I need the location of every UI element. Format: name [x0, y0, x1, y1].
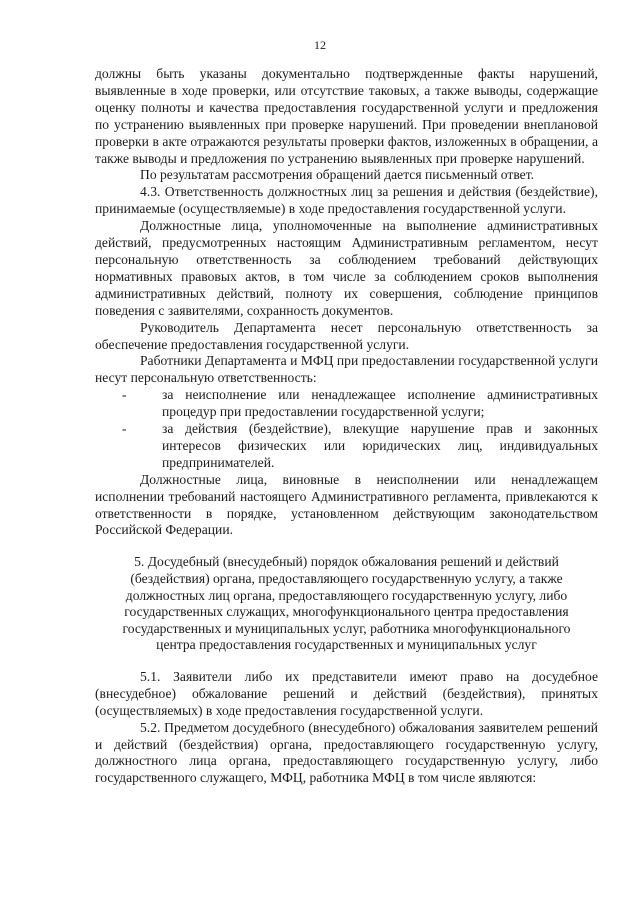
paragraph-officials-responsibility: Должностные лица, уполномоченные на выполнение административных действий, предусмотренных настоящим Административным регламентом, несут персональную ответственность за соблюдением требований действующих нормативных правовых актов, в том числе за соблюдением сроков выполнения административных действий, полноту их совершения, соблюдение принципов поведения с заявителями, сохранность документов. — [95, 218, 598, 318]
paragraph-5-2: 5.2. Предметом досудебного (внесудебного) обжалования заявителем решений и действий (бездействия) органа, предоставляющего государственную услугу, должностного лица органа, предоставляющего государственную услугу, либо государственного служащего, МФЦ, работника МФЦ в том числе являются: — [95, 719, 598, 786]
paragraph-head-responsibility: Руководитель Департамента несет персональную ответственность за обеспечение предоставления государственной услуги. — [95, 319, 598, 352]
paragraph-act-content: должны быть указаны документально подтвержденные факты нарушений, выявленные в ходе проверки, или отсутствие таковых, а также выводы, содержащие оценку полноты и качества предоставления государственной услуги и предложения по устранению выявленных при проверке нарушений. При проведении внеплановой проверки в акте отражаются результаты проверки фактов, изложенных в обращении, а также выводы и предложения по устранению выявленных при проверке нарушений. — [95, 66, 598, 166]
document-body — [95, 66, 598, 787]
dash-marker: - — [122, 387, 127, 403]
paragraph-4-3: 4.3. Ответственность должностных лиц за решения и действия (бездействие), принимаемые (осуществляемые) в ходе предоставления государственной услуги. — [95, 184, 598, 217]
paragraph-5-1: 5.1. Заявители либо их представители имеют право на досудебное (внесудебное) обжалование решений и действий (бездействия), принятых (осуществляемых) в ходе предоставления государственной услуги. — [95, 668, 598, 718]
page-number: 12 — [314, 38, 326, 52]
list-item-text: за действия (бездействие), влекущие нарушение прав и законных интересов физических или юридических лиц, индивидуальных предпринимателей. — [162, 421, 598, 470]
dash-marker: - — [122, 421, 127, 437]
paragraph-liability: Должностные лица, виновные в неисполнении или ненадлежащем исполнении требований настоящего Административного регламента, привлекаются к ответственности в порядке, установленном действующим законодательством Российской Федерации. — [95, 471, 598, 538]
list-item — [95, 421, 598, 472]
paragraph-workers-responsibility: Работники Департамента и МФЦ при предоставлении государственной услуги несут персональную ответственность: — [95, 353, 598, 386]
list-item — [95, 387, 598, 421]
section-5-heading: 5. Досудебный (внесудебный) порядок обжалования решений и действий (бездействия) органа, предоставляющего государственную услугу, а также должностных лиц органа, предоставляющего государственную услугу, либо государственных служащих, многофункционального центра предоставления государственных и муниципальных услуг, работника многофункционального центра предоставления государственных и муниципальных услуг — [122, 554, 571, 653]
paragraph-written-answer: По результатам рассмотрения обращений дается письменный ответ. — [140, 167, 535, 183]
list-item-text: за неисполнение или ненадлежащее исполнение административных процедур при предоставлении государственной услуги; — [162, 387, 598, 420]
